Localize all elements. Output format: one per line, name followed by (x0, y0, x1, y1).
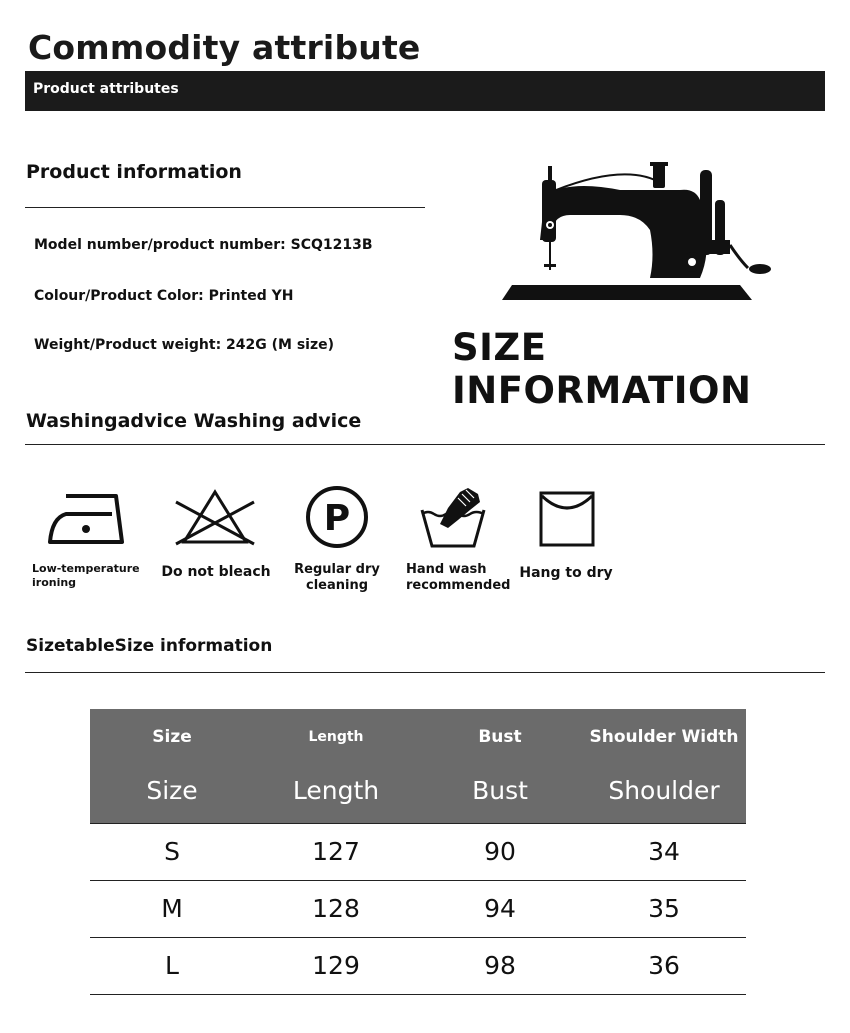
svg-text:P: P (323, 498, 351, 539)
size-table-divider (25, 672, 825, 673)
table-cell: 34 (582, 823, 746, 880)
table-row (90, 823, 746, 880)
size-table (90, 709, 746, 995)
product-attributes-bar (25, 71, 825, 111)
hang-dry-icon (538, 490, 596, 548)
size-table-heading: SizetableSize information (26, 636, 273, 656)
table-row (90, 880, 746, 937)
product-information-heading: Product information (26, 161, 242, 183)
header-bust-secondary: Bust (472, 776, 528, 806)
hand-wash-icon (418, 484, 488, 550)
header-length-secondary: Length (292, 776, 380, 806)
product-info-divider (25, 207, 425, 208)
table-cell: 98 (418, 937, 582, 994)
wash-label-bleach: Do not bleach (161, 564, 271, 580)
model-number-text: Model number/product number: SCQ1213B (34, 237, 373, 253)
wash-label-ironing: Low-temperature ironing (32, 562, 140, 589)
washing-advice-heading: Washingadvice Washing advice (26, 410, 362, 432)
page-title: Commodity attribute (28, 28, 421, 67)
table-cell: 129 (254, 937, 418, 994)
header-bust: Bust (478, 727, 522, 747)
table-row (90, 937, 746, 994)
sewing-machine-icon (500, 160, 775, 305)
table-cell: 90 (418, 823, 582, 880)
table-cell: 128 (254, 880, 418, 937)
size-information-title: SIZE INFORMATION (452, 326, 752, 412)
wash-label-dry-clean: Regular dry cleaning (294, 562, 380, 593)
header-shoulder-width: Shoulder Width (589, 727, 739, 747)
header-size-secondary: Size (146, 776, 198, 806)
table-header-row (90, 761, 746, 823)
washing-advice-divider (25, 444, 825, 445)
header-size: Size (152, 727, 192, 747)
wash-label-hang-dry: Hang to dry (519, 565, 613, 581)
table-cell: L (90, 937, 254, 994)
product-weight-text: Weight/Product weight: 242G (M size) (34, 337, 335, 353)
header-length: Length (308, 729, 364, 745)
table-cell: M (90, 880, 254, 937)
dry-clean-p-icon (304, 484, 370, 550)
product-color-text: Colour/Product Color: Printed YH (34, 288, 294, 304)
product-attributes-label: Product attributes (33, 81, 179, 97)
header-shoulder-secondary: Shoulder (608, 776, 720, 806)
table-cell: 94 (418, 880, 582, 937)
wash-label-hand-wash: Hand wash recommended (406, 562, 511, 593)
table-cell: 127 (254, 823, 418, 880)
table-header-row (90, 709, 746, 761)
table-cell: 36 (582, 937, 746, 994)
table-cell: 35 (582, 880, 746, 937)
do-not-bleach-icon (172, 486, 258, 548)
table-cell: S (90, 823, 254, 880)
iron-low-temp-icon (46, 488, 126, 550)
